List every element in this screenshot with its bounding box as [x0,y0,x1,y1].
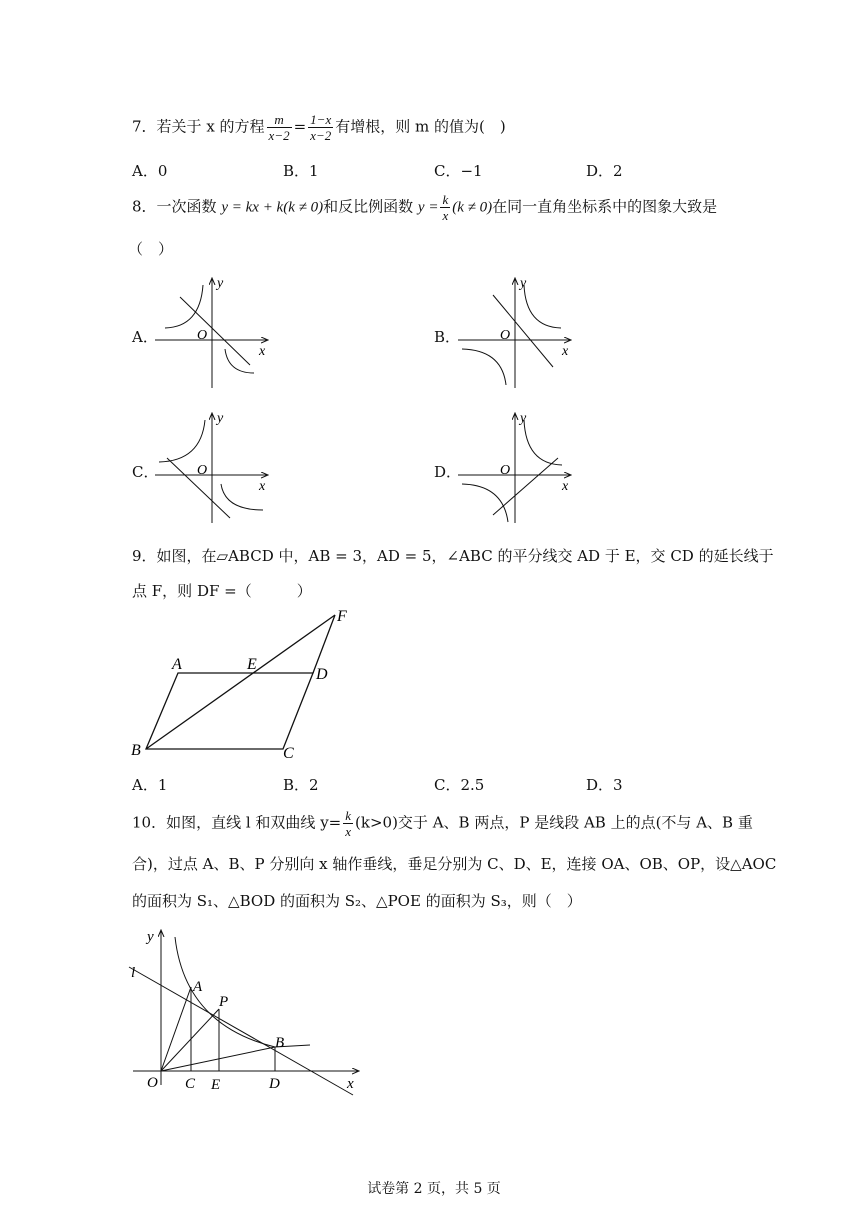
q10-label-x: x [347,1076,354,1092]
q8-paren: （ ） [128,240,174,258]
q8-inverse-function: y = [417,199,439,216]
q8c-x-label: x [259,479,266,494]
q10-stem-line-3: 的面积为 S₁、△BOD 的面积为 S₂、△POE 的面积为 S₃，则（ ） [132,892,582,910]
q7-stem [132,112,506,143]
q9-number: 9． [132,547,157,565]
q9-point-b: B [131,742,141,759]
q9-option-b[interactable]: B．2 [283,776,319,794]
q8b-origin: O [500,328,511,343]
q10-label-c: C [185,1076,196,1092]
q9-point-e: E [247,656,257,673]
q8a-y-label: y [217,276,224,291]
q8-number: 8． [132,197,157,216]
q8-graph-a [155,275,285,395]
q8-linear-function: y = kx + k [221,199,284,216]
q10-text-1a: 如图，直线 l 和双曲线 y= [166,813,342,832]
q8a-origin: O [197,328,208,343]
page-footer: 试卷第 2 页，共 5 页 [367,1181,501,1197]
q9-text-1: 如图，在▱ABCD 中，AB = 3，AD = 5，∠ABC 的平分线交 AD 于 E，交 CD 的延长线于 [156,547,774,565]
q7-fraction-2: $\frac{1-x}{x-2}$ [310,112,332,143]
q10-fraction: $\frac{k}{x}$ [345,808,352,839]
q8c-y-label: y [217,411,224,426]
q8-graph-d [458,410,588,530]
q8b-x-label: x [562,344,569,359]
q10-label-l: l [131,965,136,981]
q8d-origin: O [500,463,511,478]
q7-number: 7． [132,117,157,136]
q8-mid: 和反比例函数 [323,197,414,216]
q10-label-b: B [275,1035,285,1051]
q8-option-d[interactable]: D． [434,463,462,481]
q8-stem [132,192,717,223]
q8-post: 在同一直角坐标系中的图象大致是 [492,197,718,216]
q9-option-a[interactable]: A．1 [132,776,168,794]
q10-number: 10． [132,813,167,832]
q8-condition-2: (k ≠ 0) [452,199,493,216]
q10-stem-line-1 [132,808,753,839]
q8c-origin: O [197,463,208,478]
q9-option-d[interactable]: D．3 [586,776,623,794]
q9-point-a: A [172,656,182,673]
q8-fraction: $\frac{k}{x}$ [442,192,449,223]
q7-option-a[interactable]: A．0 [132,162,168,180]
q10-label-o: O [147,1075,158,1091]
q8d-y-label: y [520,411,527,426]
q10-stem-line-2: 合)，过点 A、B、P 分别向 x 轴作垂线，垂足分别为 C、D、E，连接 OA、OB、OP，设△AOC [132,855,777,873]
q9-point-d: D [316,666,328,683]
q7-equals: = [293,117,307,136]
q9-parallelogram-figure [128,605,358,762]
q10-label-p: P [219,994,229,1010]
q8-option-b[interactable]: B． [434,328,461,346]
q9-stem-line-2: 点 F，则 DF =（ ） [132,582,312,600]
q10-label-a: A [193,979,203,995]
q7-fraction-1: $\frac{m}{x-2}$ [268,112,290,143]
q8a-x-label: x [259,344,266,359]
q7-post: 有增根，则 m 的值为( ) [335,117,506,136]
q9-point-f: F [337,608,347,625]
q8d-x-label: x [562,479,569,494]
q9-point-c: C [283,745,294,762]
q7-pre: 若关于 x 的方程 [156,117,265,136]
q7-option-d[interactable]: D．2 [586,162,623,180]
q10-label-d: D [269,1076,280,1092]
q8-pre: 一次函数 [156,197,217,216]
q8-graph-b [458,275,588,395]
q8-graph-c [155,410,285,530]
q8-condition-1: (k ≠ 0) [283,199,324,216]
q9-stem-line-1 [132,545,774,566]
q10-label-e: E [211,1077,221,1093]
q8-option-c[interactable]: C． [132,463,159,481]
q8b-y-label: y [520,276,527,291]
q10-label-y: y [147,929,154,945]
q10-hyperbola-figure [125,925,365,1105]
q7-option-c[interactable]: C．−1 [434,162,483,180]
q10-text-1b: (k>0)交于 A、B 两点，P 是线段 AB 上的点(不与 A、B 重 [355,813,753,832]
q8-option-a[interactable]: A． [132,328,158,346]
q7-option-b[interactable]: B．1 [283,162,319,180]
q9-option-c[interactable]: C．2.5 [434,776,485,794]
